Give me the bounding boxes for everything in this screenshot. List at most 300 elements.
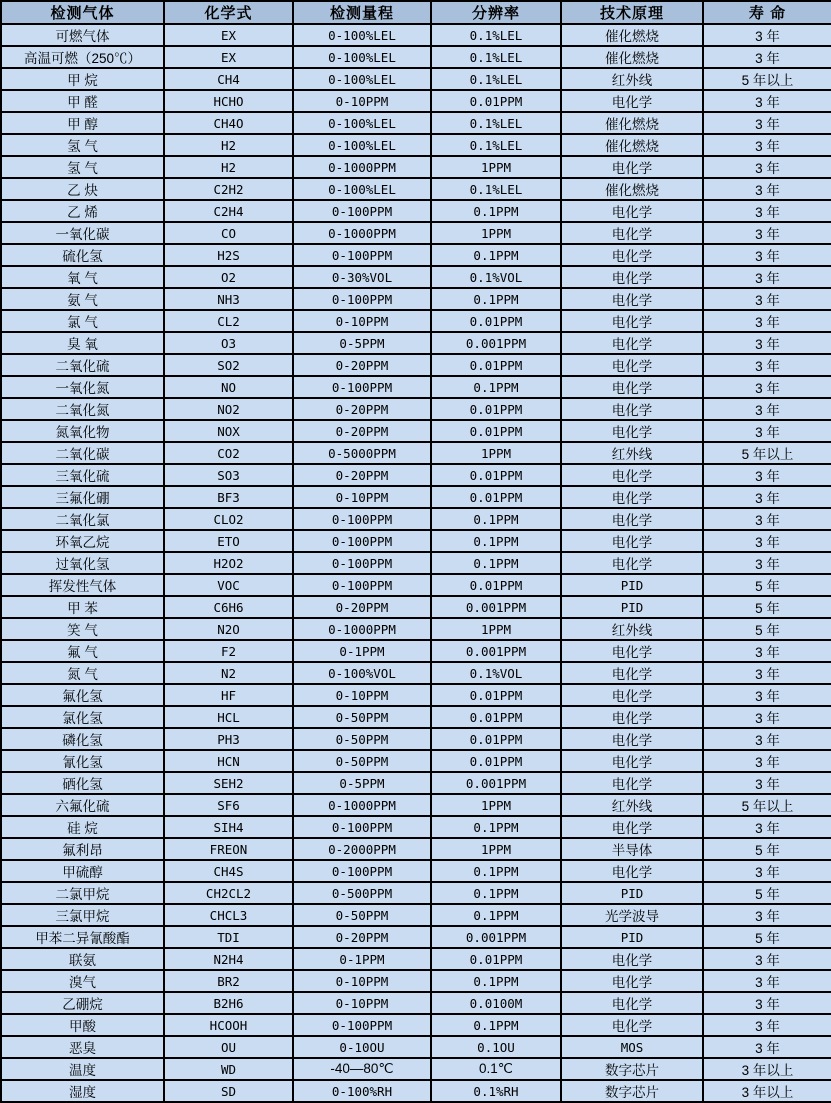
table-cell: 0-100%RH bbox=[293, 1080, 431, 1102]
table-cell: 0-10PPM bbox=[293, 90, 431, 112]
table-cell: 3 年 bbox=[703, 750, 831, 772]
table-cell: 0.1PPM bbox=[431, 882, 561, 904]
table-row bbox=[1, 662, 831, 684]
table-cell: WD bbox=[164, 1058, 293, 1080]
table-cell: 高温可燃（250℃） bbox=[1, 46, 164, 68]
table-cell: SO3 bbox=[164, 464, 293, 486]
table-cell: 六氟化硫 bbox=[1, 794, 164, 816]
table-cell: 0-100PPM bbox=[293, 552, 431, 574]
table-cell: 0-100%LEL bbox=[293, 68, 431, 90]
table-cell: 1PPM bbox=[431, 618, 561, 640]
table-cell: 乙硼烷 bbox=[1, 992, 164, 1014]
table-cell: CL2 bbox=[164, 310, 293, 332]
table-cell: 0.01PPM bbox=[431, 750, 561, 772]
table-cell: 0.1PPM bbox=[431, 552, 561, 574]
table-cell: 数字芯片 bbox=[561, 1080, 703, 1102]
table-cell: 0.1%VOL bbox=[431, 266, 561, 288]
table-cell: NO bbox=[164, 376, 293, 398]
table-cell: 氯 气 bbox=[1, 310, 164, 332]
table-cell: 0-20PPM bbox=[293, 596, 431, 618]
table-cell: 5 年 bbox=[703, 574, 831, 596]
table-row bbox=[1, 1058, 831, 1080]
column-header: 分辨率 bbox=[431, 1, 561, 24]
table-cell: 0.1%LEL bbox=[431, 68, 561, 90]
table-cell: 0-1PPM bbox=[293, 640, 431, 662]
table-cell: 二氧化氮 bbox=[1, 398, 164, 420]
table-row bbox=[1, 376, 831, 398]
table-cell: 甲 苯 bbox=[1, 596, 164, 618]
table-cell: 半导体 bbox=[561, 838, 703, 860]
table-cell: 3 年 bbox=[703, 464, 831, 486]
table-cell: 电化学 bbox=[561, 200, 703, 222]
table-cell: 0-50PPM bbox=[293, 750, 431, 772]
table-cell: SEH2 bbox=[164, 772, 293, 794]
table-cell: 3 年 bbox=[703, 354, 831, 376]
table-cell: CH4S bbox=[164, 860, 293, 882]
table-cell: -40—80℃ bbox=[293, 1058, 431, 1080]
table-cell: 3 年 bbox=[703, 992, 831, 1014]
table-cell: 0-100PPM bbox=[293, 508, 431, 530]
table-cell: 0-10OU bbox=[293, 1036, 431, 1058]
table-cell: 硒化氢 bbox=[1, 772, 164, 794]
table-cell: 5 年 bbox=[703, 882, 831, 904]
table-cell: 5 年 bbox=[703, 618, 831, 640]
table-cell: N2 bbox=[164, 662, 293, 684]
table-cell: 0-100PPM bbox=[293, 860, 431, 882]
table-cell: 催化燃烧 bbox=[561, 112, 703, 134]
table-cell: 电化学 bbox=[561, 530, 703, 552]
table-cell: PID bbox=[561, 882, 703, 904]
table-cell: 3 年 bbox=[703, 178, 831, 200]
table-cell: 0-500PPM bbox=[293, 882, 431, 904]
table-cell: H2 bbox=[164, 156, 293, 178]
table-cell: 0.0100M bbox=[431, 992, 561, 1014]
table-cell: 5 年 bbox=[703, 596, 831, 618]
table-cell: 一氧化碳 bbox=[1, 222, 164, 244]
table-cell: 0-1000PPM bbox=[293, 222, 431, 244]
table-cell: 3 年 bbox=[703, 530, 831, 552]
table-cell: 1PPM bbox=[431, 838, 561, 860]
table-cell: 0.1℃ bbox=[431, 1058, 561, 1080]
table-cell: 电化学 bbox=[561, 332, 703, 354]
table-cell: CHCL3 bbox=[164, 904, 293, 926]
table-row bbox=[1, 420, 831, 442]
table-cell: 0.1OU bbox=[431, 1036, 561, 1058]
table-cell: 0-100PPM bbox=[293, 816, 431, 838]
table-cell: 0-100PPM bbox=[293, 200, 431, 222]
table-cell: SF6 bbox=[164, 794, 293, 816]
table-cell: 电化学 bbox=[561, 288, 703, 310]
table-cell: 电化学 bbox=[561, 1014, 703, 1036]
table-cell: 氮 气 bbox=[1, 662, 164, 684]
table-row bbox=[1, 970, 831, 992]
table-cell: 0-100%VOL bbox=[293, 662, 431, 684]
table-cell: 数字芯片 bbox=[561, 1058, 703, 1080]
table-cell: 硅 烷 bbox=[1, 816, 164, 838]
table-cell: 电化学 bbox=[561, 640, 703, 662]
table-cell: 催化燃烧 bbox=[561, 178, 703, 200]
table-cell: 3 年 bbox=[703, 1036, 831, 1058]
table-row bbox=[1, 398, 831, 420]
table-cell: 0-100PPM bbox=[293, 1014, 431, 1036]
table-cell: 电化学 bbox=[561, 816, 703, 838]
table-cell: 0.1%LEL bbox=[431, 134, 561, 156]
table-cell: 3 年 bbox=[703, 970, 831, 992]
table-cell: 0-10PPM bbox=[293, 970, 431, 992]
table-row bbox=[1, 332, 831, 354]
table-cell: 3 年 bbox=[703, 200, 831, 222]
table-cell: 0-5PPM bbox=[293, 332, 431, 354]
table-cell: 0.1PPM bbox=[431, 376, 561, 398]
table-row bbox=[1, 926, 831, 948]
table-cell: 电化学 bbox=[561, 376, 703, 398]
table-cell: 氰化氢 bbox=[1, 750, 164, 772]
table-cell: 可燃气体 bbox=[1, 24, 164, 46]
table-cell: HCL bbox=[164, 706, 293, 728]
table-cell: 氮氧化物 bbox=[1, 420, 164, 442]
table-cell: 红外线 bbox=[561, 442, 703, 464]
table-cell: 氢 气 bbox=[1, 156, 164, 178]
table-cell: 0.01PPM bbox=[431, 706, 561, 728]
table-cell: 电化学 bbox=[561, 750, 703, 772]
table-cell: 电化学 bbox=[561, 552, 703, 574]
table-row bbox=[1, 266, 831, 288]
table-cell: 0.01PPM bbox=[431, 398, 561, 420]
table-cell: 0-20PPM bbox=[293, 354, 431, 376]
table-row bbox=[1, 464, 831, 486]
table-row bbox=[1, 24, 831, 46]
table-cell: 0-1PPM bbox=[293, 948, 431, 970]
table-row bbox=[1, 640, 831, 662]
table-cell: 红外线 bbox=[561, 68, 703, 90]
table-cell: PID bbox=[561, 926, 703, 948]
column-header: 化学式 bbox=[164, 1, 293, 24]
table-cell: EX bbox=[164, 46, 293, 68]
table-cell: 0-2000PPM bbox=[293, 838, 431, 860]
table-cell: 0-10PPM bbox=[293, 486, 431, 508]
table-cell: 0.001PPM bbox=[431, 596, 561, 618]
table-cell: 磷化氢 bbox=[1, 728, 164, 750]
table-cell: 3 年 bbox=[703, 376, 831, 398]
table-row bbox=[1, 772, 831, 794]
table-cell: HF bbox=[164, 684, 293, 706]
table-cell: 电化学 bbox=[561, 420, 703, 442]
table-cell: F2 bbox=[164, 640, 293, 662]
table-cell: 0.001PPM bbox=[431, 926, 561, 948]
table-cell: 甲苯二异氰酸酯 bbox=[1, 926, 164, 948]
table-cell: 0-100%LEL bbox=[293, 178, 431, 200]
table-cell: 电化学 bbox=[561, 772, 703, 794]
table-row bbox=[1, 728, 831, 750]
table-row bbox=[1, 90, 831, 112]
table-cell: 3 年以上 bbox=[703, 1080, 831, 1102]
table-cell: 氨 气 bbox=[1, 288, 164, 310]
table-cell: 0-100%LEL bbox=[293, 24, 431, 46]
column-header: 技术原理 bbox=[561, 1, 703, 24]
table-cell: 3 年 bbox=[703, 112, 831, 134]
table-cell: 0.1PPM bbox=[431, 244, 561, 266]
table-row bbox=[1, 354, 831, 376]
table-cell: 0-100%LEL bbox=[293, 112, 431, 134]
table-cell: 氟利昂 bbox=[1, 838, 164, 860]
table-cell: 1PPM bbox=[431, 156, 561, 178]
table-cell: 电化学 bbox=[561, 728, 703, 750]
table-cell: 3 年 bbox=[703, 398, 831, 420]
table-cell: 3 年 bbox=[703, 420, 831, 442]
table-cell: 5 年 bbox=[703, 926, 831, 948]
table-cell: 3 年 bbox=[703, 816, 831, 838]
table-cell: 温度 bbox=[1, 1058, 164, 1080]
table-cell: 一氧化氮 bbox=[1, 376, 164, 398]
table-cell: 0-1000PPM bbox=[293, 794, 431, 816]
table-cell: 0.01PPM bbox=[431, 948, 561, 970]
table-cell: 0.1PPM bbox=[431, 860, 561, 882]
table-cell: 0.01PPM bbox=[431, 354, 561, 376]
header-row bbox=[1, 1, 831, 24]
table-row bbox=[1, 904, 831, 926]
table-row bbox=[1, 508, 831, 530]
table-cell: C2H2 bbox=[164, 178, 293, 200]
table-cell: 0-5PPM bbox=[293, 772, 431, 794]
table-cell: 0.01PPM bbox=[431, 420, 561, 442]
table-cell: 0.1PPM bbox=[431, 288, 561, 310]
table-cell: ETO bbox=[164, 530, 293, 552]
table-cell: 甲硫醇 bbox=[1, 860, 164, 882]
table-row bbox=[1, 486, 831, 508]
table-row bbox=[1, 596, 831, 618]
table-cell: 0-1000PPM bbox=[293, 618, 431, 640]
table-cell: 3 年 bbox=[703, 156, 831, 178]
table-cell: 电化学 bbox=[561, 970, 703, 992]
table-cell: 3 年以上 bbox=[703, 1058, 831, 1080]
table-cell: 3 年 bbox=[703, 288, 831, 310]
table-cell: 3 年 bbox=[703, 1014, 831, 1036]
table-cell: BF3 bbox=[164, 486, 293, 508]
table-cell: 二氯甲烷 bbox=[1, 882, 164, 904]
table-row bbox=[1, 706, 831, 728]
table-cell: 红外线 bbox=[561, 794, 703, 816]
table-row bbox=[1, 222, 831, 244]
table-cell: 电化学 bbox=[561, 992, 703, 1014]
table-row bbox=[1, 134, 831, 156]
table-cell: 5 年以上 bbox=[703, 68, 831, 90]
table-cell: 0-20PPM bbox=[293, 420, 431, 442]
table-cell: 0-20PPM bbox=[293, 464, 431, 486]
table-cell: 电化学 bbox=[561, 354, 703, 376]
table-cell: 臭 氧 bbox=[1, 332, 164, 354]
table-cell: 0-100PPM bbox=[293, 376, 431, 398]
table-cell: 氟化氢 bbox=[1, 684, 164, 706]
table-row bbox=[1, 310, 831, 332]
table-cell: O3 bbox=[164, 332, 293, 354]
table-row bbox=[1, 200, 831, 222]
table-cell: CLO2 bbox=[164, 508, 293, 530]
table-cell: 0-20PPM bbox=[293, 398, 431, 420]
table-cell: 3 年 bbox=[703, 310, 831, 332]
table-row bbox=[1, 1014, 831, 1036]
table-cell: OU bbox=[164, 1036, 293, 1058]
table-row bbox=[1, 1036, 831, 1058]
table-cell: 催化燃烧 bbox=[561, 134, 703, 156]
table-cell: PID bbox=[561, 596, 703, 618]
table-cell: 0-100PPM bbox=[293, 530, 431, 552]
table-cell: 0.01PPM bbox=[431, 574, 561, 596]
table-cell: 催化燃烧 bbox=[561, 46, 703, 68]
table-cell: 0.01PPM bbox=[431, 684, 561, 706]
table-cell: 联氨 bbox=[1, 948, 164, 970]
table-cell: 3 年 bbox=[703, 772, 831, 794]
table-cell: 3 年 bbox=[703, 332, 831, 354]
table-cell: 3 年 bbox=[703, 266, 831, 288]
table-cell: 0-1000PPM bbox=[293, 156, 431, 178]
table-cell: 3 年 bbox=[703, 728, 831, 750]
table-cell: 5 年以上 bbox=[703, 794, 831, 816]
table-row bbox=[1, 794, 831, 816]
table-row bbox=[1, 112, 831, 134]
table-row bbox=[1, 68, 831, 90]
table-cell: 0.1PPM bbox=[431, 970, 561, 992]
table-cell: 环氧乙烷 bbox=[1, 530, 164, 552]
table-cell: 0.1PPM bbox=[431, 816, 561, 838]
table-row bbox=[1, 816, 831, 838]
table-cell: 电化学 bbox=[561, 706, 703, 728]
table-cell: 笑 气 bbox=[1, 618, 164, 640]
table-cell: SD bbox=[164, 1080, 293, 1102]
table-cell: 3 年 bbox=[703, 24, 831, 46]
table-cell: 氧 气 bbox=[1, 266, 164, 288]
table-cell: NO2 bbox=[164, 398, 293, 420]
table-cell: 1PPM bbox=[431, 442, 561, 464]
table-cell: 3 年 bbox=[703, 640, 831, 662]
table-cell: 电化学 bbox=[561, 684, 703, 706]
table-cell: 电化学 bbox=[561, 860, 703, 882]
table-cell: 电化学 bbox=[561, 244, 703, 266]
table-cell: 3 年 bbox=[703, 706, 831, 728]
table-cell: 3 年 bbox=[703, 860, 831, 882]
table-cell: 0-20PPM bbox=[293, 926, 431, 948]
table-cell: 甲 烷 bbox=[1, 68, 164, 90]
table-cell: C2H4 bbox=[164, 200, 293, 222]
table-cell: 0.01PPM bbox=[431, 728, 561, 750]
table-cell: 三氯甲烷 bbox=[1, 904, 164, 926]
table-cell: 3 年 bbox=[703, 552, 831, 574]
table-cell: 溴气 bbox=[1, 970, 164, 992]
table-row bbox=[1, 178, 831, 200]
table-cell: N2H4 bbox=[164, 948, 293, 970]
table-cell: 催化燃烧 bbox=[561, 24, 703, 46]
table-cell: 0-10PPM bbox=[293, 992, 431, 1014]
table-cell: SIH4 bbox=[164, 816, 293, 838]
table-cell: 0-100PPM bbox=[293, 574, 431, 596]
table-cell: 1PPM bbox=[431, 222, 561, 244]
table-cell: PID bbox=[561, 574, 703, 596]
table-row bbox=[1, 288, 831, 310]
table-row bbox=[1, 574, 831, 596]
table-cell: 5 年以上 bbox=[703, 442, 831, 464]
table-cell: BR2 bbox=[164, 970, 293, 992]
table-cell: TDI bbox=[164, 926, 293, 948]
table-cell: 0.001PPM bbox=[431, 332, 561, 354]
table-cell: 电化学 bbox=[561, 464, 703, 486]
table-cell: 0.001PPM bbox=[431, 772, 561, 794]
table-cell: CO2 bbox=[164, 442, 293, 464]
table-cell: 3 年 bbox=[703, 684, 831, 706]
table-cell: 0-100%LEL bbox=[293, 46, 431, 68]
table-cell: 3 年 bbox=[703, 46, 831, 68]
table-cell: 三氟化硼 bbox=[1, 486, 164, 508]
table-cell: HCOOH bbox=[164, 1014, 293, 1036]
table-cell: 3 年 bbox=[703, 244, 831, 266]
table-cell: CH4O bbox=[164, 112, 293, 134]
table-cell: 过氧化氢 bbox=[1, 552, 164, 574]
table-cell: 0-5000PPM bbox=[293, 442, 431, 464]
table-cell: 0-100PPM bbox=[293, 288, 431, 310]
table-cell: 0.1%LEL bbox=[431, 46, 561, 68]
table-row bbox=[1, 156, 831, 178]
table-row bbox=[1, 838, 831, 860]
table-cell: PH3 bbox=[164, 728, 293, 750]
table-row bbox=[1, 992, 831, 1014]
table-cell: 电化学 bbox=[561, 948, 703, 970]
table-cell: 0.1%LEL bbox=[431, 112, 561, 134]
table-cell: 二氧化氯 bbox=[1, 508, 164, 530]
table-cell: 甲 醛 bbox=[1, 90, 164, 112]
table-cell: VOC bbox=[164, 574, 293, 596]
table-cell: 5 年 bbox=[703, 838, 831, 860]
table-body bbox=[1, 24, 831, 1102]
table-cell: 0.1%VOL bbox=[431, 662, 561, 684]
table-cell: 硫化氢 bbox=[1, 244, 164, 266]
table-cell: 二氧化硫 bbox=[1, 354, 164, 376]
table-cell: 乙 炔 bbox=[1, 178, 164, 200]
table-cell: FREON bbox=[164, 838, 293, 860]
table-cell: 0.1PPM bbox=[431, 508, 561, 530]
table-cell: O2 bbox=[164, 266, 293, 288]
table-cell: 电化学 bbox=[561, 486, 703, 508]
table-row bbox=[1, 530, 831, 552]
table-cell: 红外线 bbox=[561, 618, 703, 640]
table-cell: 0-50PPM bbox=[293, 706, 431, 728]
table-cell: 氟 气 bbox=[1, 640, 164, 662]
table-cell: B2H6 bbox=[164, 992, 293, 1014]
table-cell: 3 年 bbox=[703, 948, 831, 970]
table-cell: 3 年 bbox=[703, 90, 831, 112]
table-cell: 二氧化碳 bbox=[1, 442, 164, 464]
table-cell: 电化学 bbox=[561, 222, 703, 244]
table-cell: 甲 醇 bbox=[1, 112, 164, 134]
table-cell: HCN bbox=[164, 750, 293, 772]
table-cell: 光学波导 bbox=[561, 904, 703, 926]
table-cell: 0-50PPM bbox=[293, 904, 431, 926]
table-row bbox=[1, 618, 831, 640]
table-cell: 0-10PPM bbox=[293, 310, 431, 332]
table-cell: 电化学 bbox=[561, 662, 703, 684]
table-cell: 0.1PPM bbox=[431, 530, 561, 552]
table-cell: 电化学 bbox=[561, 508, 703, 530]
table-cell: N2O bbox=[164, 618, 293, 640]
column-header: 寿 命 bbox=[703, 1, 831, 24]
table-cell: HCHO bbox=[164, 90, 293, 112]
table-cell: 0-10PPM bbox=[293, 684, 431, 706]
table-cell: C6H6 bbox=[164, 596, 293, 618]
table-row bbox=[1, 1080, 831, 1102]
table-cell: 湿度 bbox=[1, 1080, 164, 1102]
table-cell: CH2CL2 bbox=[164, 882, 293, 904]
table-cell: H2 bbox=[164, 134, 293, 156]
table-cell: 3 年 bbox=[703, 904, 831, 926]
table-cell: 电化学 bbox=[561, 90, 703, 112]
table-cell: 恶臭 bbox=[1, 1036, 164, 1058]
